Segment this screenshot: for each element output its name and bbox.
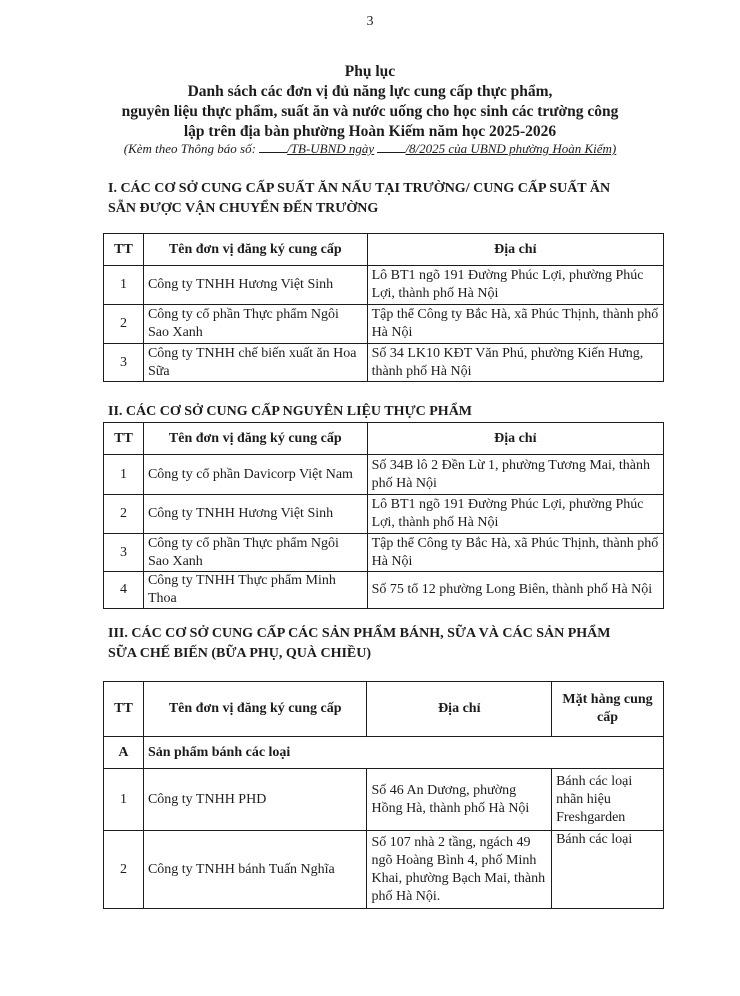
- table-row: [104, 455, 664, 495]
- header-name: Tên đơn vị đăng ký cung cấp: [143, 423, 367, 455]
- date-blank: [377, 141, 405, 153]
- header-address: Địa chỉ: [367, 682, 552, 737]
- section-3-title-line-1: III. CÁC CƠ SỞ CUNG CẤP CÁC SẢN PHẨM BÁNH, SỮA VÀ CÁC SẢN PHẨM: [108, 626, 611, 641]
- row-address: Lô BT1 ngõ 191 Đường Phúc Lợi, phường Phúc Lợi, thành phố Hà Nội: [367, 495, 663, 534]
- attachment-note: [0, 141, 740, 157]
- row-tt: 3: [104, 344, 144, 382]
- row-address: Tập thể Công ty Bắc Hà, xã Phúc Thịnh, thành phố Hà Nội: [367, 305, 663, 344]
- table-row: [104, 831, 664, 909]
- table-row: [104, 572, 664, 609]
- group-tt: A: [104, 737, 144, 769]
- table-row: [104, 534, 664, 572]
- row-tt: 3: [104, 534, 144, 572]
- row-tt: 2: [104, 831, 144, 909]
- heading-line-3: nguyên liệu thực phẩm, suất ăn và nước uống cho học sinh các trường công: [121, 103, 619, 120]
- group-row: [104, 737, 664, 769]
- row-tt: 2: [104, 305, 144, 344]
- table-header-row: [104, 234, 664, 266]
- header-tt: TT: [104, 682, 144, 737]
- row-address: Số 34B lô 2 Đền Lừ 1, phường Tương Mai, thành phố Hà Nội: [367, 455, 663, 495]
- header-address: Địa chỉ: [367, 234, 663, 266]
- section-2-title-text: II. CÁC CƠ SỞ CUNG CẤP NGUYÊN LIỆU THỰC PHẨM: [108, 404, 473, 419]
- table-row: [104, 344, 664, 382]
- section-1-title-line-2: SẴN ĐƯỢC VẬN CHUYỂN ĐẾN TRƯỜNG: [108, 201, 379, 216]
- table-header-row: [104, 682, 664, 737]
- row-tt: 4: [104, 572, 144, 609]
- row-tt: 1: [104, 266, 144, 305]
- row-name: Công ty cổ phần Thực phẩm Ngôi Sao Xanh: [143, 534, 367, 572]
- header-tt: TT: [104, 423, 144, 455]
- number-blank: [259, 141, 287, 153]
- appendix-heading: [0, 62, 740, 142]
- section-2-title: [108, 402, 708, 422]
- header-goods: Mặt hàng cung cấp: [552, 682, 664, 737]
- row-tt: 1: [104, 455, 144, 495]
- table-row: [104, 769, 664, 831]
- header-name: Tên đơn vị đăng ký cung cấp: [143, 234, 367, 266]
- heading-line-4: lập trên địa bàn phường Hoàn Kiếm năm học 2025-2026: [183, 123, 557, 140]
- table-header-row: [104, 423, 664, 455]
- header-name: Tên đơn vị đăng ký cung cấp: [143, 682, 367, 737]
- row-name: Công ty TNHH bánh Tuấn Nghĩa: [143, 831, 367, 909]
- header-address: Địa chỉ: [367, 423, 663, 455]
- row-address: Lô BT1 ngõ 191 Đường Phúc Lợi, phường Phúc Lợi, thành phố Hà Nội: [367, 266, 663, 305]
- row-name: Công ty cổ phần Thực phẩm Ngôi Sao Xanh: [143, 305, 367, 344]
- attachment-prefix: (Kèm theo Thông báo số:: [123, 141, 256, 156]
- row-tt: 2: [104, 495, 144, 534]
- row-name: Công ty TNHH Thực phẩm Minh Thoa: [143, 572, 367, 609]
- row-goods: Bánh các loại nhãn hiệu Freshgarden: [552, 769, 664, 831]
- row-goods: Bánh các loại: [552, 831, 664, 909]
- row-name: Công ty TNHH PHD: [143, 769, 367, 831]
- table-row: [104, 266, 664, 305]
- row-address: Tập thể Công ty Bắc Hà, xã Phúc Thịnh, thành phố Hà Nội: [367, 534, 663, 572]
- section-2-table: [103, 422, 664, 609]
- section-3-table: [103, 681, 664, 909]
- row-address: Số 75 tổ 12 phường Long Biên, thành phố Hà Nội: [367, 572, 663, 609]
- section-3-title: [108, 624, 708, 664]
- heading-line-1: Phụ lục: [344, 63, 396, 80]
- row-tt: 1: [104, 769, 144, 831]
- header-tt: TT: [104, 234, 144, 266]
- row-address: Số 46 An Dương, phường Hồng Hà, thành phố Hà Nội: [367, 769, 552, 831]
- group-label: Sản phẩm bánh các loại: [143, 737, 663, 769]
- table-row: [104, 495, 664, 534]
- row-name: Công ty TNHH chế biến xuất ăn Hoa Sữa: [143, 344, 367, 382]
- row-address: Số 34 LK10 KĐT Văn Phú, phường Kiến Hưng, thành phố Hà Nội: [367, 344, 663, 382]
- section-3-title-line-2: SỮA CHẾ BIẾN (BỮA PHỤ, QUÀ CHIỀU): [108, 646, 372, 661]
- page-number: 3: [366, 14, 374, 29]
- row-address: Số 107 nhà 2 tầng, ngách 49 ngõ Hoàng Bình 4, phố Minh Khai, phường Bạch Mai, thành phố Hà Nội.: [367, 831, 552, 909]
- attachment-date-suffix: /8/2025 của UBND phường Hoàn Kiếm): [405, 141, 617, 156]
- heading-line-2: Danh sách các đơn vị đủ năng lực cung cấp thực phẩm,: [187, 83, 553, 100]
- section-1-title: [108, 179, 708, 219]
- section-1-title-line-1: I. CÁC CƠ SỞ CUNG CẤP SUẤT ĂN NẤU TẠI TRƯỜNG/ CUNG CẤP SUẤT ĂN: [108, 181, 611, 196]
- attachment-number-suffix: /TB-UBND ngày: [287, 141, 375, 156]
- row-name: Công ty cổ phần Davicorp Việt Nam: [143, 455, 367, 495]
- row-name: Công ty TNHH Hương Việt Sinh: [143, 266, 367, 305]
- section-1-table: [103, 233, 664, 382]
- table-row: [104, 305, 664, 344]
- row-name: Công ty TNHH Hương Việt Sinh: [143, 495, 367, 534]
